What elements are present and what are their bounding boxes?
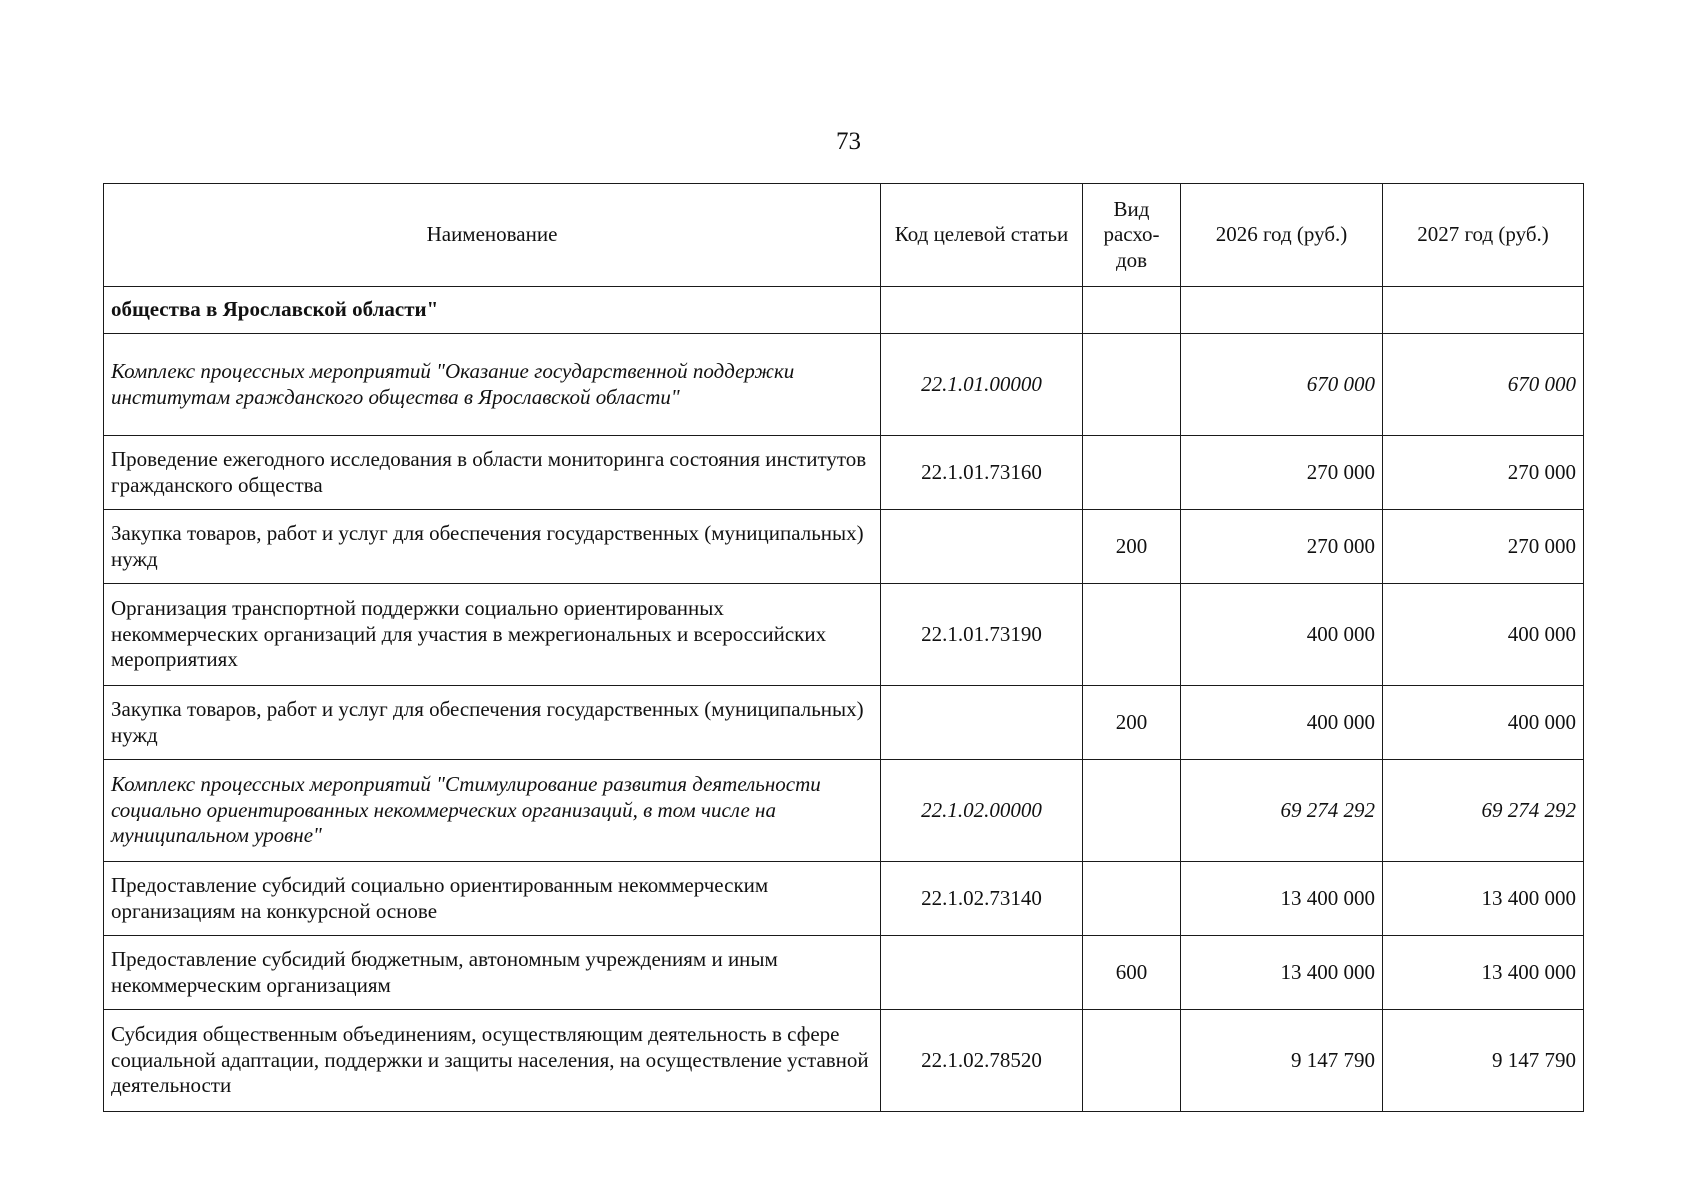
row-2026: 9 147 790 (1181, 1010, 1383, 1112)
header-2026: 2026 год (руб.) (1181, 184, 1383, 287)
row-2027: 270 000 (1383, 436, 1584, 510)
table-row (104, 436, 1584, 510)
row-name: Организация транспортной поддержки социально ориентированных некоммерческих организаций для участия в межрегиональных и всероссийских мероприятиях (104, 584, 881, 686)
table-row (104, 760, 1584, 862)
row-2027: 69 274 292 (1383, 760, 1584, 862)
row-name: Комплекс процессных мероприятий "Стимулирование развития деятельности социально ориентированных некоммерческих организаций, в том числе на муниципальном уровне" (104, 760, 881, 862)
row-kind (1083, 436, 1181, 510)
budget-table (103, 183, 1584, 1112)
row-name: Субсидия общественным объединениям, осуществляющим деятельность в сфере социальной адаптации, поддержки и защиты населения, на осуществление уставной деятельности (104, 1010, 881, 1112)
row-name: Комплекс процессных мероприятий "Оказание государственной поддержки институтам гражданского общества в Ярославской области" (104, 334, 881, 436)
row-2027: 9 147 790 (1383, 1010, 1584, 1112)
table-row (104, 1010, 1584, 1112)
row-name: Предоставление субсидий бюджетным, автономным учреждениям и иным некоммерческим организациям (104, 936, 881, 1010)
row-kind: 200 (1083, 510, 1181, 584)
row-2026: 670 000 (1181, 334, 1383, 436)
row-2026: 13 400 000 (1181, 936, 1383, 1010)
row-2026: 400 000 (1181, 686, 1383, 760)
row-kind: 600 (1083, 936, 1181, 1010)
row-kind (1083, 287, 1181, 334)
row-name: Закупка товаров, работ и услуг для обеспечения государственных (муниципальных) нужд (104, 510, 881, 584)
row-name: Предоставление субсидий социально ориентированным некоммерческим организациям на конкурсной основе (104, 862, 881, 936)
row-code: 22.1.01.73160 (881, 436, 1083, 510)
row-kind (1083, 862, 1181, 936)
row-code (881, 686, 1083, 760)
row-code: 22.1.02.00000 (881, 760, 1083, 862)
row-2027: 13 400 000 (1383, 862, 1584, 936)
header-name: Наименование (104, 184, 881, 287)
row-code (881, 510, 1083, 584)
table-row (104, 936, 1584, 1010)
row-code: 22.1.01.00000 (881, 334, 1083, 436)
header-2027: 2027 год (руб.) (1383, 184, 1584, 287)
row-code: 22.1.01.73190 (881, 584, 1083, 686)
header-kind: Вид расхо-дов (1083, 184, 1181, 287)
row-2026: 270 000 (1181, 510, 1383, 584)
table-header-row (104, 184, 1584, 287)
row-2026: 400 000 (1181, 584, 1383, 686)
row-code (881, 936, 1083, 1010)
row-2027: 400 000 (1383, 686, 1584, 760)
row-code (881, 287, 1083, 334)
table-row (104, 862, 1584, 936)
row-2026 (1181, 287, 1383, 334)
row-name: общества в Ярославской области" (104, 287, 881, 334)
row-kind (1083, 334, 1181, 436)
row-2026: 69 274 292 (1181, 760, 1383, 862)
table-row (104, 584, 1584, 686)
row-code: 22.1.02.73140 (881, 862, 1083, 936)
row-2027: 400 000 (1383, 584, 1584, 686)
row-code: 22.1.02.78520 (881, 1010, 1083, 1112)
row-kind: 200 (1083, 686, 1181, 760)
row-kind (1083, 1010, 1181, 1112)
row-2026: 13 400 000 (1181, 862, 1383, 936)
row-2027 (1383, 287, 1584, 334)
header-code: Код целевой статьи (881, 184, 1083, 287)
row-name: Проведение ежегодного исследования в области мониторинга состояния институтов гражданского общества (104, 436, 881, 510)
table-row (104, 334, 1584, 436)
row-2027: 270 000 (1383, 510, 1584, 584)
table-row (104, 510, 1584, 584)
row-kind (1083, 584, 1181, 686)
row-2026: 270 000 (1181, 436, 1383, 510)
row-2027: 13 400 000 (1383, 936, 1584, 1010)
row-2027: 670 000 (1383, 334, 1584, 436)
table-row (104, 686, 1584, 760)
row-name: Закупка товаров, работ и услуг для обеспечения государственных (муниципальных) нужд (104, 686, 881, 760)
table-row (104, 287, 1584, 334)
page-number: 73 (836, 128, 861, 155)
row-kind (1083, 760, 1181, 862)
